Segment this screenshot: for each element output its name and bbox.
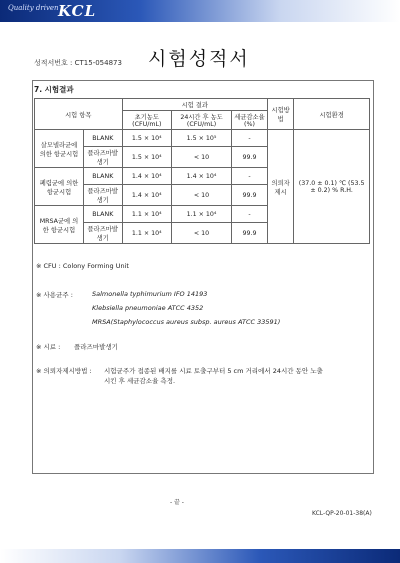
sample-cell: 플라즈마발생기 (84, 185, 123, 206)
initial-cell: 1.1 × 10⁴ (122, 206, 172, 223)
sample-cell: BLANK (84, 168, 123, 185)
method-cell: 의뢰자 제시 (267, 130, 293, 244)
after-cell: 1.4 × 10⁴ (172, 168, 232, 185)
tagline: Quality driven (8, 4, 59, 12)
end-marker: - 끝 - (170, 499, 184, 506)
sample-cell: BLANK (84, 206, 123, 223)
sample-cell: BLANK (84, 130, 123, 147)
rate-cell: 99.9 (232, 223, 268, 244)
condition-label: ※ 의뢰자제시방법 : (36, 367, 92, 375)
initial-cell: 1.1 × 10⁴ (122, 223, 172, 244)
initial-cell: 1.4 × 10⁴ (122, 168, 172, 185)
after-cell: 1.5 × 10⁵ (172, 130, 232, 147)
rate-cell: 99.9 (232, 147, 268, 168)
header-after: 24시간 후 농도 (CFU/mL) (172, 111, 232, 130)
kcl-logo: KCL (58, 2, 97, 20)
rate-cell: - (232, 206, 268, 223)
table-row (35, 130, 370, 147)
cfu-note: ※ CFU : Colony Forming Unit (36, 262, 129, 270)
sample-value: 플라즈마발생기 (74, 343, 118, 351)
cert-number: 성적서번호 : CT15-054873 (34, 59, 122, 67)
sample-label: ※ 시료 : (36, 343, 61, 351)
header-method: 시험방법 (267, 99, 293, 130)
sample-cell: 플라즈마발생기 (84, 223, 123, 244)
sample-cell: 플라즈마발생기 (84, 147, 123, 168)
header-item: 시험 항목 (35, 99, 123, 130)
strain-3: MRSA(Staphylococcus aureus subsp. aureus ATCC 33591) (92, 318, 281, 326)
rate-cell: - (232, 168, 268, 185)
env-cell: (37.0 ± 0.1) ℃ (53.5 ± 0.2) % R.H. (294, 130, 370, 244)
form-code: KCL-QP-20-01-38(A) (312, 510, 372, 517)
page-title: 시험성적서 (148, 48, 250, 70)
strain-2: Klebsiella pneumoniae ATCC 4352 (92, 304, 204, 312)
test-group-name: 살모넬라균에 의한 항균시험 (35, 130, 84, 168)
strain-1: Salmonella typhimurium IFO 14193 (92, 290, 208, 298)
header-env: 시험환경 (294, 99, 370, 130)
strain-label: ※ 사용균주 : (36, 291, 73, 299)
after-cell: < 10 (172, 185, 232, 206)
rate-cell: - (232, 130, 268, 147)
after-cell: 1.1 × 10⁴ (172, 206, 232, 223)
condition-value: 시험균주가 접종된 배지를 시료 토출구부터 5 cm 거리에서 24시간 동안 노출 시킨 후 세균감소율 측정. (104, 367, 323, 385)
after-cell: < 10 (172, 223, 232, 244)
initial-cell: 1.5 × 10⁴ (122, 147, 172, 168)
header-results: 시험 결과 (122, 99, 267, 111)
bottom-banner (0, 549, 400, 563)
initial-cell: 1.5 × 10⁴ (122, 130, 172, 147)
top-banner (0, 0, 400, 22)
results-table (34, 98, 370, 244)
section-title: 7. 시험결과 (34, 85, 74, 94)
test-group-name: MRSA균에 의한 항균시험 (35, 206, 84, 244)
rate-cell: 99.9 (232, 185, 268, 206)
header-rate: 세균감소율 (%) (232, 111, 268, 130)
test-group-name: 폐렴균에 의한 항균시험 (35, 168, 84, 206)
after-cell: < 10 (172, 147, 232, 168)
header-initial: 초기농도 (CFU/mL) (122, 111, 172, 130)
initial-cell: 1.4 × 10⁴ (122, 185, 172, 206)
